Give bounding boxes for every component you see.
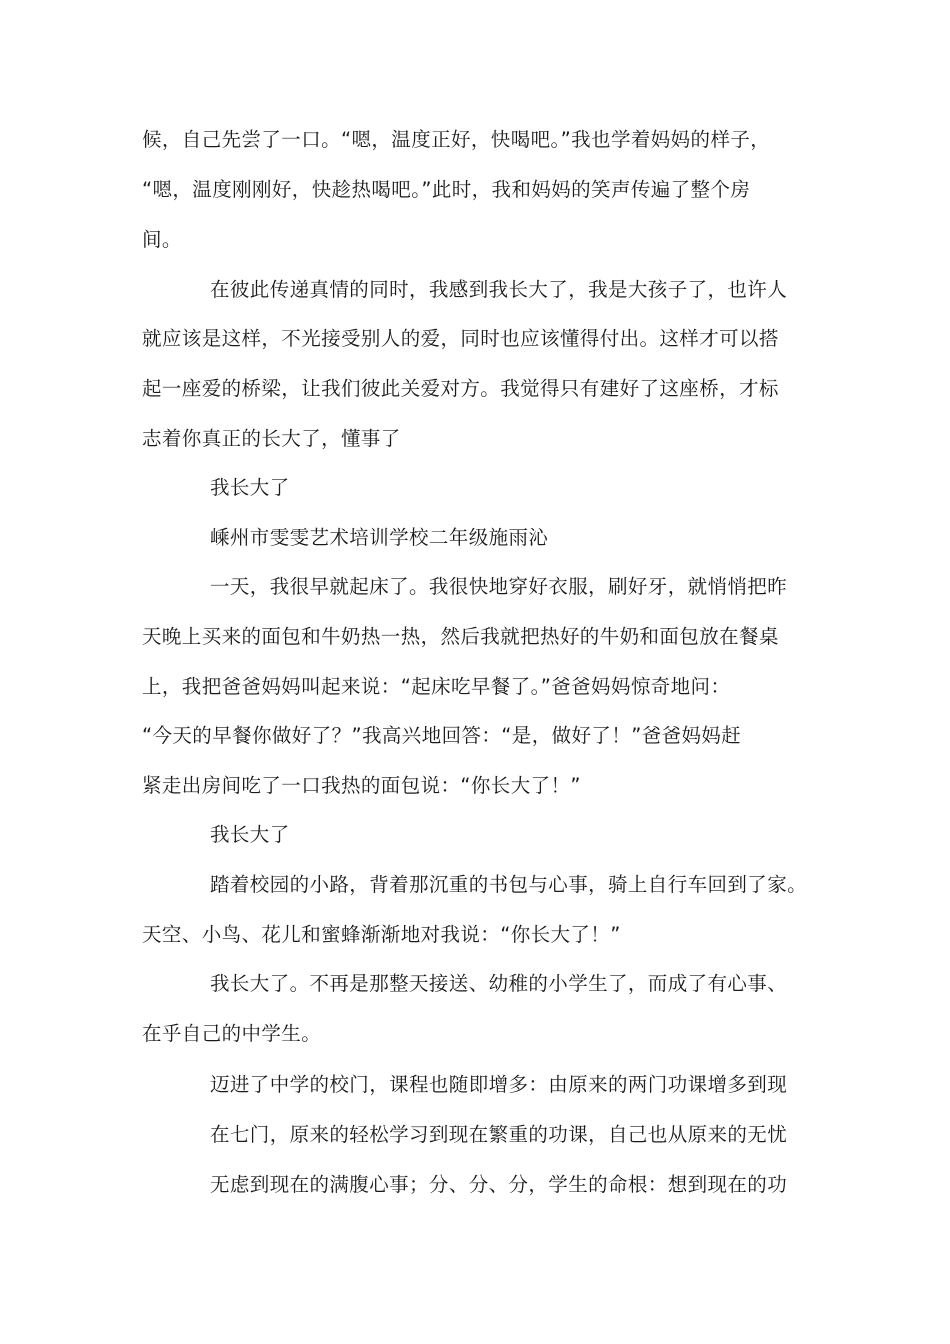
indented-line: 迈进了中学的校门，课程也随即增多：由原来的两门功课增多到现 [210, 1073, 788, 1096]
text-line: 天空、小鸟、花儿和蜜蜂渐渐地对我说：“你长大了！” [142, 923, 621, 946]
text-line: 在乎自己的中学生。 [142, 1022, 322, 1045]
text-line: 就应该是这样，不光接受别人的爱，同时也应该懂得付出。这样才可以搭 [142, 327, 779, 350]
text-line: 候，自己先尝了一口。“嗯，温度正好，快喝吧。”我也学着妈妈的样子， [142, 128, 771, 151]
section-title: 我长大了 [210, 823, 290, 846]
text-line: 天晚上买来的面包和牛奶热一热，然后我就把热好的牛奶和面包放在餐桌 [142, 625, 779, 648]
paragraph-start-line: 我长大了。不再是那整天接送、幼稚的小学生了，而成了有心事、 [210, 972, 788, 995]
indented-line: 无虑到现在的满腹心事；分、分、分，学生的命根：想到现在的功 [210, 1173, 788, 1196]
section-title: 我长大了 [210, 476, 290, 499]
text-line: 紧走出房间吃了一口我热的面包说：“你长大了！” [142, 774, 581, 797]
paragraph-start-line: 在彼此传递真情的同时，我感到我长大了，我是大孩子了，也许人 [210, 278, 788, 301]
text-line: “今天的早餐你做好了？”我高兴地回答：“是，做好了！”爸爸妈妈赶 [142, 724, 742, 747]
indented-line: 在七门，原来的轻松学习到现在繁重的功课，自己也从原来的无忧 [210, 1123, 788, 1146]
text-line: 志着你真正的长大了，懂事了 [142, 427, 401, 450]
text-line: 上，我把爸爸妈妈叫起来说：“起床吃早餐了。”爸爸妈妈惊奇地问： [142, 675, 731, 698]
paragraph-start-line: 一天，我很早就起床了。我很快地穿好衣服，刷好牙，就悄悄把昨 [210, 575, 788, 598]
author-line: 嵊州市雯雯艺术培训学校二年级施雨沁 [210, 526, 549, 549]
paragraph-start-line: 踏着校园的小路，背着那沉重的书包与心事，骑上自行车回到了家。 [210, 873, 808, 896]
text-line: 间。 [142, 228, 182, 251]
text-line: “嗯，温度刚刚好，快趁热喝吧。”此时，我和妈妈的笑声传遍了整个房 [142, 178, 751, 201]
text-line: 起一座爱的桥梁，让我们彼此关爱对方。我觉得只有建好了这座桥，才标 [142, 377, 779, 400]
